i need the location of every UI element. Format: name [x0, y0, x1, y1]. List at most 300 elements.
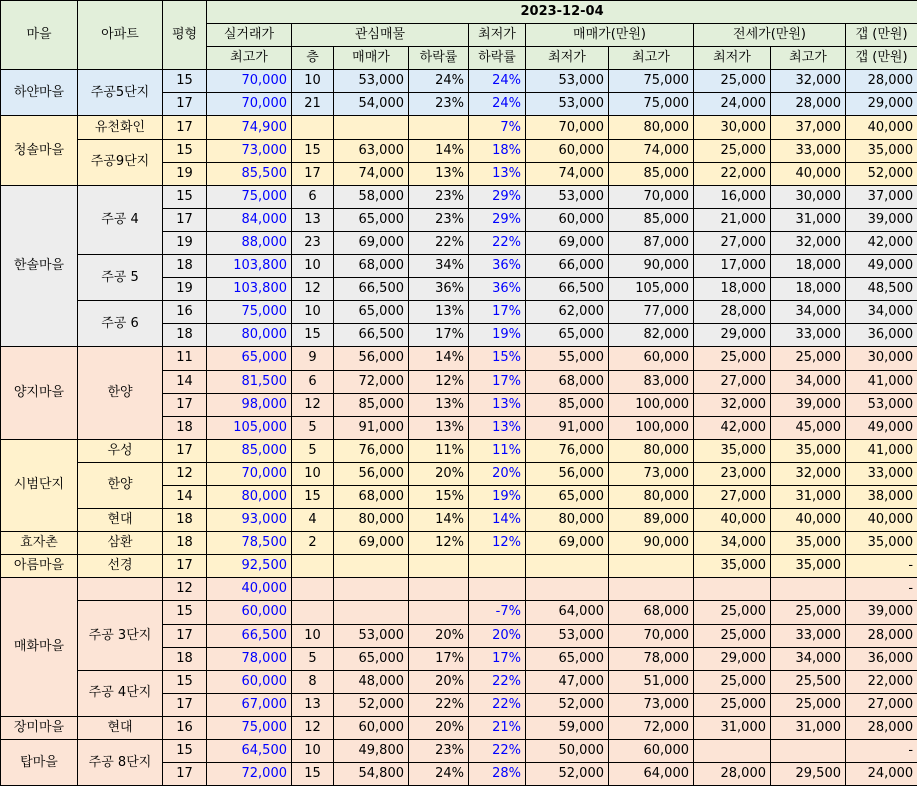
price-cell: 85,000 — [334, 393, 409, 416]
size-cell: 18 — [163, 647, 207, 670]
drop-cell: 14% — [409, 509, 469, 532]
smax-cell: 85,000 — [609, 208, 694, 231]
price-cell: 60,000 — [334, 716, 409, 739]
jmin-cell — [694, 740, 771, 763]
smax-cell: 74,000 — [609, 139, 694, 162]
actual-cell: 67,000 — [207, 693, 292, 716]
floor-cell: 13 — [292, 693, 334, 716]
lowdrop-cell: 15% — [469, 347, 526, 370]
smin-cell: 66,000 — [526, 255, 609, 278]
jmin-cell: 25,000 — [694, 670, 771, 693]
gap-cell: 22,000 — [846, 670, 917, 693]
drop-cell: 13% — [409, 416, 469, 439]
size-cell: 15 — [163, 139, 207, 162]
jmax-cell: 31,000 — [771, 208, 846, 231]
header-gap-sub: 갭 (만원) — [846, 47, 917, 70]
jmax-cell: 25,000 — [771, 693, 846, 716]
lowdrop-cell: -7% — [469, 601, 526, 624]
smin-cell: 60,000 — [526, 139, 609, 162]
gap-cell: - — [846, 555, 917, 578]
village-cell: 양지마을 — [1, 347, 78, 439]
floor-cell: 10 — [292, 255, 334, 278]
smin-cell: 64,000 — [526, 601, 609, 624]
lowdrop-cell: 12% — [469, 532, 526, 555]
table-row — [1, 716, 917, 739]
drop-cell: 23% — [409, 740, 469, 763]
drop-cell: 13% — [409, 162, 469, 185]
smin-cell: 52,000 — [526, 763, 609, 786]
jmax-cell — [771, 578, 846, 601]
smin-cell: 80,000 — [526, 509, 609, 532]
apartment-cell: 선경 — [78, 555, 163, 578]
actual-cell: 74,900 — [207, 116, 292, 139]
price-cell: 74,000 — [334, 162, 409, 185]
gap-cell: 53,000 — [846, 393, 917, 416]
lowdrop-cell: 22% — [469, 231, 526, 254]
floor-cell: 15 — [292, 324, 334, 347]
table-row — [1, 255, 917, 278]
gap-cell: 39,000 — [846, 601, 917, 624]
drop-cell: 13% — [409, 301, 469, 324]
jmax-cell: 30,000 — [771, 185, 846, 208]
smax-cell — [609, 578, 694, 601]
table-row — [1, 670, 917, 693]
jmin-cell: 16,000 — [694, 185, 771, 208]
price-cell: 63,000 — [334, 139, 409, 162]
header-interest-price: 매매가 — [334, 47, 409, 70]
size-cell: 11 — [163, 347, 207, 370]
apartment-cell: 주공 6 — [78, 301, 163, 347]
lowdrop-cell: 36% — [469, 278, 526, 301]
smax-cell: 60,000 — [609, 740, 694, 763]
smax-cell: 51,000 — [609, 670, 694, 693]
jmin-cell: 25,000 — [694, 347, 771, 370]
actual-cell: 72,000 — [207, 763, 292, 786]
gap-cell: 35,000 — [846, 532, 917, 555]
jmin-cell: 25,000 — [694, 139, 771, 162]
size-cell: 15 — [163, 185, 207, 208]
header-interest-drop: 하락률 — [409, 47, 469, 70]
price-cell — [334, 555, 409, 578]
floor-cell: 15 — [292, 139, 334, 162]
drop-cell: 20% — [409, 670, 469, 693]
size-cell: 18 — [163, 416, 207, 439]
jmin-cell: 18,000 — [694, 278, 771, 301]
gap-cell: 27,000 — [846, 693, 917, 716]
actual-cell: 64,500 — [207, 740, 292, 763]
header-gap-top: 갭 (만원) — [846, 24, 917, 47]
actual-cell: 70,000 — [207, 462, 292, 485]
smin-cell: 65,000 — [526, 647, 609, 670]
jmin-cell: 42,000 — [694, 416, 771, 439]
smax-cell: 72,000 — [609, 716, 694, 739]
village-cell: 하얀마을 — [1, 70, 78, 116]
village-cell: 매화마을 — [1, 578, 78, 717]
lowdrop-cell — [469, 578, 526, 601]
lowdrop-cell: 22% — [469, 693, 526, 716]
size-cell: 15 — [163, 70, 207, 93]
gap-cell: 40,000 — [846, 116, 917, 139]
jmin-cell: 24,000 — [694, 93, 771, 116]
drop-cell: 20% — [409, 716, 469, 739]
size-cell: 17 — [163, 116, 207, 139]
smin-cell: 66,500 — [526, 278, 609, 301]
header-sale-max: 최고가 — [609, 47, 694, 70]
actual-cell: 81,500 — [207, 370, 292, 393]
price-cell — [334, 578, 409, 601]
lowdrop-cell — [469, 555, 526, 578]
gap-cell: 38,000 — [846, 485, 917, 508]
floor-cell: 12 — [292, 278, 334, 301]
lowdrop-cell: 24% — [469, 70, 526, 93]
village-cell: 아름마을 — [1, 555, 78, 578]
actual-cell: 75,000 — [207, 185, 292, 208]
drop-cell: 12% — [409, 370, 469, 393]
header-lowest-sub: 하락률 — [469, 47, 526, 70]
smax-cell: 75,000 — [609, 93, 694, 116]
smax-cell: 83,000 — [609, 370, 694, 393]
header-jeonse-max: 최고가 — [771, 47, 846, 70]
jmax-cell: 45,000 — [771, 416, 846, 439]
village-cell: 효자촌 — [1, 532, 78, 555]
floor-cell: 21 — [292, 93, 334, 116]
gap-cell: 52,000 — [846, 162, 917, 185]
actual-cell: 92,500 — [207, 555, 292, 578]
actual-cell: 80,000 — [207, 485, 292, 508]
actual-cell: 65,000 — [207, 347, 292, 370]
header-jeonse: 전세가(만원) — [694, 24, 846, 47]
smax-cell: 87,000 — [609, 231, 694, 254]
jmin-cell: 32,000 — [694, 393, 771, 416]
smin-cell: 85,000 — [526, 393, 609, 416]
jmax-cell: 37,000 — [771, 116, 846, 139]
size-cell: 18 — [163, 509, 207, 532]
drop-cell: 34% — [409, 255, 469, 278]
floor-cell — [292, 555, 334, 578]
table-row — [1, 462, 917, 485]
jmax-cell: 35,000 — [771, 555, 846, 578]
jmax-cell: 25,000 — [771, 601, 846, 624]
header-date: 2023-12-04 — [207, 1, 917, 24]
apartment-cell: 주공5단지 — [78, 70, 163, 116]
header-sale: 매매가(만원) — [526, 24, 694, 47]
price-cell: 69,000 — [334, 231, 409, 254]
floor-cell: 15 — [292, 485, 334, 508]
smax-cell: 68,000 — [609, 601, 694, 624]
floor-cell: 10 — [292, 70, 334, 93]
table-row — [1, 509, 917, 532]
lowdrop-cell: 18% — [469, 139, 526, 162]
jmin-cell — [694, 578, 771, 601]
jmin-cell: 27,000 — [694, 485, 771, 508]
size-cell: 14 — [163, 485, 207, 508]
drop-cell: 23% — [409, 185, 469, 208]
smax-cell — [609, 555, 694, 578]
actual-cell: 93,000 — [207, 509, 292, 532]
price-cell: 72,000 — [334, 370, 409, 393]
drop-cell: 13% — [409, 393, 469, 416]
price-cell: 52,000 — [334, 693, 409, 716]
size-cell: 15 — [163, 740, 207, 763]
gap-cell: - — [846, 740, 917, 763]
village-cell: 시범단지 — [1, 439, 78, 531]
smin-cell — [526, 578, 609, 601]
jmax-cell: 18,000 — [771, 255, 846, 278]
smin-cell: 52,000 — [526, 693, 609, 716]
size-cell: 16 — [163, 716, 207, 739]
price-cell: 80,000 — [334, 509, 409, 532]
jmax-cell: 28,000 — [771, 93, 846, 116]
actual-cell: 80,000 — [207, 324, 292, 347]
table-row — [1, 439, 917, 462]
table-row — [1, 347, 917, 370]
lowdrop-cell: 17% — [469, 301, 526, 324]
header-village: 마을 — [1, 1, 78, 70]
apartment-cell — [78, 578, 163, 601]
actual-cell: 103,800 — [207, 255, 292, 278]
apartment-cell: 유천화인 — [78, 116, 163, 139]
smin-cell: 56,000 — [526, 462, 609, 485]
actual-cell: 88,000 — [207, 231, 292, 254]
jmin-cell: 29,000 — [694, 324, 771, 347]
smax-cell: 75,000 — [609, 70, 694, 93]
gap-cell: 36,000 — [846, 647, 917, 670]
gap-cell: 24,000 — [846, 763, 917, 786]
drop-cell: 36% — [409, 278, 469, 301]
lowdrop-cell: 19% — [469, 324, 526, 347]
floor-cell: 13 — [292, 208, 334, 231]
jmax-cell: 32,000 — [771, 70, 846, 93]
gap-cell: 35,000 — [846, 139, 917, 162]
jmax-cell — [771, 740, 846, 763]
gap-cell: 49,000 — [846, 255, 917, 278]
apartment-cell: 삼환 — [78, 532, 163, 555]
drop-cell: 20% — [409, 462, 469, 485]
apartment-cell: 한양 — [78, 347, 163, 439]
smin-cell: 50,000 — [526, 740, 609, 763]
drop-cell — [409, 578, 469, 601]
drop-cell: 15% — [409, 485, 469, 508]
table-row — [1, 139, 917, 162]
size-cell: 16 — [163, 301, 207, 324]
drop-cell — [409, 601, 469, 624]
jmin-cell: 17,000 — [694, 255, 771, 278]
apartment-cell: 주공 8단지 — [78, 740, 163, 786]
drop-cell: 20% — [409, 624, 469, 647]
size-cell: 18 — [163, 324, 207, 347]
smax-cell: 85,000 — [609, 162, 694, 185]
floor-cell: 12 — [292, 716, 334, 739]
village-cell: 한솔마을 — [1, 185, 78, 347]
jmin-cell: 25,000 — [694, 70, 771, 93]
lowdrop-cell: 36% — [469, 255, 526, 278]
size-cell: 12 — [163, 462, 207, 485]
size-cell: 17 — [163, 624, 207, 647]
price-cell: 65,000 — [334, 301, 409, 324]
size-cell: 17 — [163, 439, 207, 462]
drop-cell: 14% — [409, 347, 469, 370]
gap-cell: 33,000 — [846, 462, 917, 485]
lowdrop-cell: 19% — [469, 485, 526, 508]
lowdrop-cell: 17% — [469, 647, 526, 670]
floor-cell: 12 — [292, 393, 334, 416]
smax-cell: 60,000 — [609, 347, 694, 370]
jmin-cell: 25,000 — [694, 601, 771, 624]
smin-cell: 47,000 — [526, 670, 609, 693]
price-cell: 56,000 — [334, 347, 409, 370]
price-cell: 53,000 — [334, 70, 409, 93]
jmin-cell: 28,000 — [694, 763, 771, 786]
apartment-cell: 주공 3단지 — [78, 601, 163, 670]
lowdrop-cell: 29% — [469, 185, 526, 208]
smin-cell: 76,000 — [526, 439, 609, 462]
village-cell: 청솔마을 — [1, 116, 78, 185]
gap-cell: 41,000 — [846, 439, 917, 462]
jmin-cell: 29,000 — [694, 647, 771, 670]
header-actual-sub: 최고가 — [207, 47, 292, 70]
drop-cell: 22% — [409, 231, 469, 254]
jmax-cell: 40,000 — [771, 162, 846, 185]
jmax-cell: 35,000 — [771, 439, 846, 462]
floor-cell: 10 — [292, 462, 334, 485]
floor-cell: 5 — [292, 416, 334, 439]
size-cell: 17 — [163, 693, 207, 716]
jmin-cell: 35,000 — [694, 555, 771, 578]
smax-cell: 89,000 — [609, 509, 694, 532]
apartment-cell: 주공 4단지 — [78, 670, 163, 716]
price-cell: 48,000 — [334, 670, 409, 693]
drop-cell: 17% — [409, 647, 469, 670]
gap-cell: 28,000 — [846, 624, 917, 647]
gap-cell: 41,000 — [846, 370, 917, 393]
jmax-cell: 33,000 — [771, 624, 846, 647]
floor-cell: 6 — [292, 370, 334, 393]
actual-cell: 66,500 — [207, 624, 292, 647]
actual-cell: 60,000 — [207, 670, 292, 693]
gap-cell: 29,000 — [846, 93, 917, 116]
lowdrop-cell: 20% — [469, 462, 526, 485]
header-interest-floor: 층 — [292, 47, 334, 70]
smax-cell: 78,000 — [609, 647, 694, 670]
table-row — [1, 301, 917, 324]
price-cell: 53,000 — [334, 624, 409, 647]
lowdrop-cell: 17% — [469, 370, 526, 393]
header-lowest-top: 최저가 — [469, 24, 526, 47]
gap-cell: 39,000 — [846, 208, 917, 231]
smax-cell: 105,000 — [609, 278, 694, 301]
jmin-cell: 40,000 — [694, 509, 771, 532]
lowdrop-cell: 24% — [469, 93, 526, 116]
drop-cell — [409, 116, 469, 139]
apartment-cell: 현대 — [78, 509, 163, 532]
jmin-cell: 22,000 — [694, 162, 771, 185]
smin-cell — [526, 555, 609, 578]
jmax-cell: 29,500 — [771, 763, 846, 786]
jmax-cell: 39,000 — [771, 393, 846, 416]
actual-cell: 78,500 — [207, 532, 292, 555]
drop-cell: 24% — [409, 70, 469, 93]
lowdrop-cell: 20% — [469, 624, 526, 647]
jmax-cell: 33,000 — [771, 324, 846, 347]
apartment-cell: 주공 4 — [78, 185, 163, 254]
price-cell: 58,000 — [334, 185, 409, 208]
jmin-cell: 21,000 — [694, 208, 771, 231]
lowdrop-cell: 28% — [469, 763, 526, 786]
actual-cell: 70,000 — [207, 70, 292, 93]
apartment-cell: 주공 5 — [78, 255, 163, 301]
jmin-cell: 25,000 — [694, 693, 771, 716]
floor-cell: 23 — [292, 231, 334, 254]
actual-cell: 105,000 — [207, 416, 292, 439]
gap-cell: 48,500 — [846, 278, 917, 301]
table-row — [1, 70, 917, 93]
header-interest: 관심매물 — [292, 24, 469, 47]
price-cell: 65,000 — [334, 208, 409, 231]
jmin-cell: 23,000 — [694, 462, 771, 485]
smin-cell: 59,000 — [526, 716, 609, 739]
smin-cell: 69,000 — [526, 532, 609, 555]
jmax-cell: 25,000 — [771, 347, 846, 370]
price-cell: 91,000 — [334, 416, 409, 439]
lowdrop-cell: 22% — [469, 670, 526, 693]
size-cell: 17 — [163, 208, 207, 231]
jmax-cell: 18,000 — [771, 278, 846, 301]
size-cell: 17 — [163, 93, 207, 116]
apartment-cell: 주공9단지 — [78, 139, 163, 185]
floor-cell — [292, 578, 334, 601]
actual-cell: 75,000 — [207, 716, 292, 739]
price-cell: 68,000 — [334, 485, 409, 508]
village-cell: 장미마을 — [1, 716, 78, 739]
apartment-cell: 한양 — [78, 462, 163, 508]
drop-cell: 22% — [409, 693, 469, 716]
price-cell — [334, 116, 409, 139]
size-cell: 17 — [163, 393, 207, 416]
floor-cell: 2 — [292, 532, 334, 555]
floor-cell: 8 — [292, 670, 334, 693]
actual-cell: 78,000 — [207, 647, 292, 670]
smin-cell: 53,000 — [526, 70, 609, 93]
actual-cell: 75,000 — [207, 301, 292, 324]
gap-cell: 34,000 — [846, 301, 917, 324]
apartment-cell: 현대 — [78, 716, 163, 739]
table-row — [1, 578, 917, 601]
size-cell: 18 — [163, 532, 207, 555]
jmax-cell: 35,000 — [771, 532, 846, 555]
price-cell: 76,000 — [334, 439, 409, 462]
table-row — [1, 116, 917, 139]
actual-cell: 70,000 — [207, 93, 292, 116]
gap-cell: 42,000 — [846, 231, 917, 254]
jmin-cell: 27,000 — [694, 231, 771, 254]
lowdrop-cell: 7% — [469, 116, 526, 139]
drop-cell: 12% — [409, 532, 469, 555]
jmin-cell: 30,000 — [694, 116, 771, 139]
floor-cell: 15 — [292, 763, 334, 786]
jmin-cell: 27,000 — [694, 370, 771, 393]
floor-cell — [292, 601, 334, 624]
smin-cell: 60,000 — [526, 208, 609, 231]
smax-cell: 90,000 — [609, 532, 694, 555]
jmin-cell: 35,000 — [694, 439, 771, 462]
actual-cell: 73,000 — [207, 139, 292, 162]
size-cell: 17 — [163, 763, 207, 786]
lowdrop-cell: 21% — [469, 716, 526, 739]
village-cell: 탑마을 — [1, 740, 78, 786]
price-cell: 66,500 — [334, 278, 409, 301]
gap-cell: 49,000 — [846, 416, 917, 439]
jmax-cell: 34,000 — [771, 647, 846, 670]
